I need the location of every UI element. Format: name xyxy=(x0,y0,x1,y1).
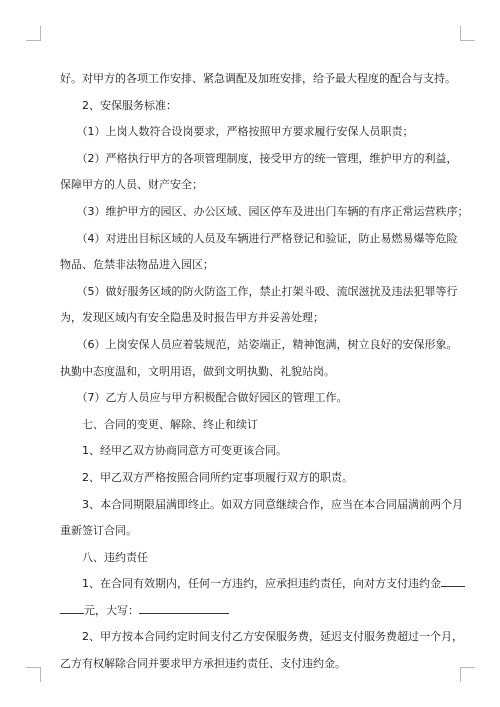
text-line: （5）做好服务区域的防火防盗工作，禁止打架斗殴、流氓滋扰及违法犯罪等行 xyxy=(60,284,458,298)
text-line: （4）对进出目标区域的人员及车辆进行严格登记和验证，防止易燃易爆等危险 xyxy=(60,231,458,245)
text-line: （1）上岗人数符合设岗要求，严格按照甲方要求履行安保人员职责； xyxy=(60,125,414,139)
clause-2-management-rules xyxy=(60,146,458,199)
page-corner-mark-bottom-left xyxy=(26,667,41,682)
penalty-amount-in-words-blank[interactable] xyxy=(139,602,229,614)
text-line: 2、甲方按本合同约定时间支付乙方安保服务费，延迟支付服务费超过一个月， xyxy=(60,630,463,644)
clause-7-cooperation xyxy=(60,385,444,412)
text-line: （2）严格执行甲方的各项管理制度，接受甲方的统一管理，维护甲方的利益， xyxy=(60,151,458,165)
clause-4-entry-registration xyxy=(60,226,458,279)
text-line: （3）维护甲方的园区、办公区域、园区停车及进出门车辆的有序正常运营秩序； xyxy=(60,204,469,218)
text-segment: 元，大写： xyxy=(84,603,139,617)
text-line xyxy=(60,598,444,625)
text-line: 重新签订合同。 xyxy=(60,524,137,538)
text-line xyxy=(60,571,444,598)
document-page xyxy=(60,66,469,678)
heading-contract-changes xyxy=(60,412,444,439)
page-corner-mark-top-left xyxy=(26,26,41,41)
clause-change-by-consent xyxy=(60,438,444,465)
text-segment: 1、在合同有效期内，任何一方违约，应承担违约责任，向对方支付违约金 xyxy=(60,577,441,591)
paragraph-cooperation-support xyxy=(60,66,456,93)
clause-5-fire-theft-prevention xyxy=(60,279,458,332)
text-line: （6）上岗安保人员应着装规范，站姿端正，精神饱满，树立良好的安保形象。 xyxy=(60,337,458,351)
clause-3-order-maintenance xyxy=(60,199,469,226)
text-line: 乙方有权解除合同并要求甲方承担违约责任、支付违约金。 xyxy=(60,657,346,671)
text-line: 执勤中态度温和，文明用语，做到文明执勤、礼貌站岗。 xyxy=(60,364,335,378)
text-line: 八、违约责任 xyxy=(60,550,148,564)
clause-term-expiry-renewal xyxy=(60,492,463,545)
text-line: 七、合同的变更、解除、终止和续订 xyxy=(60,417,258,431)
text-line: 3、本合同期限届满即终止。如双方同意继续合作，应当在本合同届满前两个月 xyxy=(60,497,463,511)
text-line: 好。对甲方的各项工作安排、紧急调配及加班安排，给予最大程度的配合与支持。 xyxy=(60,72,456,85)
page-corner-mark-bottom-right xyxy=(460,667,475,682)
heading-breach-liability xyxy=(60,545,444,572)
heading-security-service-standards xyxy=(60,93,444,120)
text-line: 为，发现区域内有安全隐患及时报告甲方并妥善处理； xyxy=(60,311,324,325)
text-line: 保障甲方的人员、财产安全； xyxy=(60,178,203,192)
text-line: （7）乙方人员应与甲方积极配合做好园区的管理工作。 xyxy=(60,391,348,405)
text-line: 2、安保服务标准： xyxy=(60,98,177,112)
clause-penalty-amount xyxy=(60,571,444,624)
penalty-amount-blank-cont[interactable] xyxy=(60,602,84,614)
text-line: 物品、危禁非法物品进入园区； xyxy=(60,258,214,272)
text-line: 2、甲乙双方严格按照合同所约定事项履行双方的职责。 xyxy=(60,470,353,484)
text-line: 1、经甲乙双方协商同意方可变更该合同。 xyxy=(60,444,287,458)
clause-6-dress-conduct xyxy=(60,332,458,385)
clause-fulfil-duties xyxy=(60,465,444,492)
clause-late-payment xyxy=(60,624,463,677)
penalty-amount-blank[interactable] xyxy=(441,575,465,587)
clause-1-staffing xyxy=(60,119,444,146)
page-corner-mark-top-right xyxy=(460,26,475,41)
